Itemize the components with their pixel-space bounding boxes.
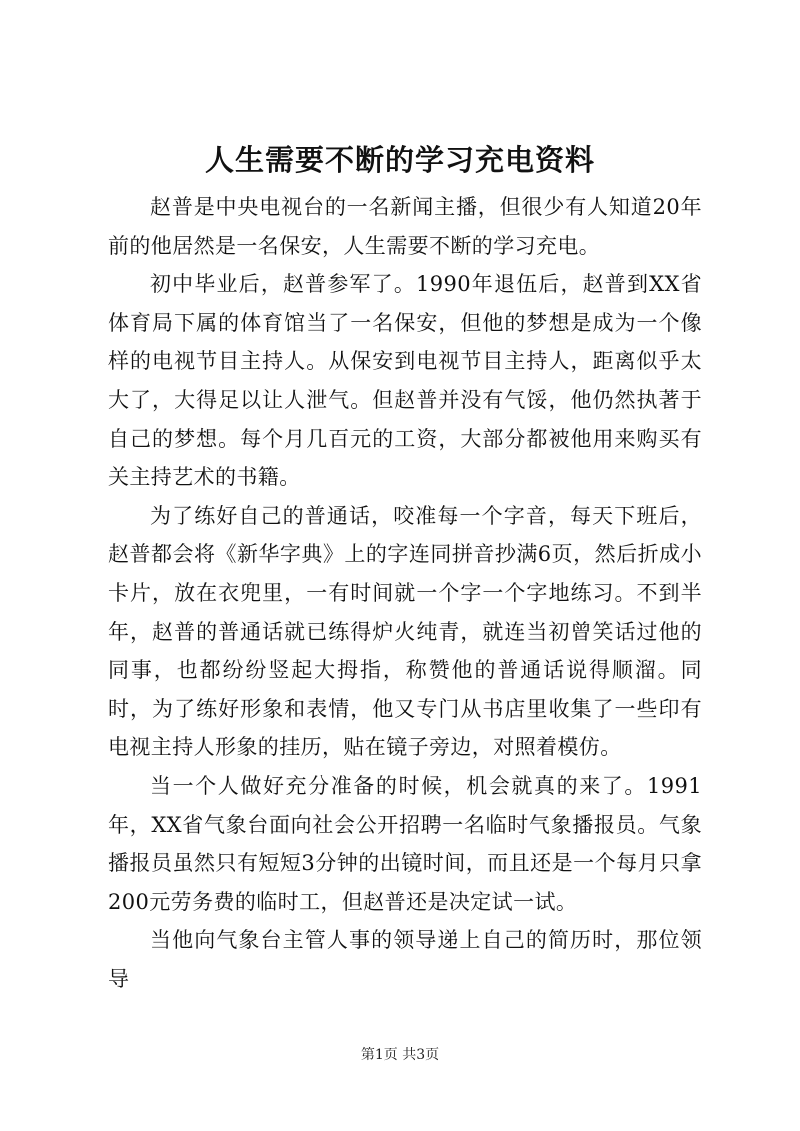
page-number-footer: 第1页 共3页 xyxy=(360,1047,440,1063)
paragraph-2: 初中毕业后，赵普参军了。1990年退伍后，赵普到XX省体育局下属的体育馆当了一名保安，但他的梦想是成为一个像样的电视节目主持人。从保安到电视节目主持人，距离似乎太大了，大得足以让人泄气。但赵普并没有气馁，他仍然执著于自己的梦想。每个月几百元的工资，大部分都被他用来购买有关主持艺术的书籍。 xyxy=(108,272,702,490)
paragraph-3: 为了练好自己的普通话，咬准每一个字音，每天下班后，赵普都会将《新华字典》上的字连同拼音抄满6页，然后折成小卡片，放在衣兜里，一有时间就一个字一个字地练习。不到半年，赵普的普通话就已练得炉火纯青，就连当初曾笑话过他的同事，也都纷纷竖起大拇指，称赞他的普通话说得顺溜。同时，为了练好形象和表情，他又专门从书店里收集了一些印有电视主持人形象的挂历，贴在镜子旁边，对照着模仿。 xyxy=(108,503,702,760)
document-title: 人生需要不断的学习充电资料 xyxy=(204,143,595,177)
paragraph-5: 当他向气象台主管人事的领导递上自己的简历时，那位领导 xyxy=(108,928,702,991)
paragraph-1: 赵普是中央电视台的一名新闻主播，但很少有人知道20年前的他居然是一名保安，人生需要不断的学习充电。 xyxy=(108,195,702,258)
document-body xyxy=(108,188,702,998)
paragraph-4: 当一个人做好充分准备的时候，机会就真的来了。1991年，XX省气象台面向社会公开招聘一名临时气象播报员。气象播报员虽然只有短短3分钟的出镜时间，而且还是一个每月只拿200元劳务费的临时工，但赵普还是决定试一试。 xyxy=(108,773,702,914)
